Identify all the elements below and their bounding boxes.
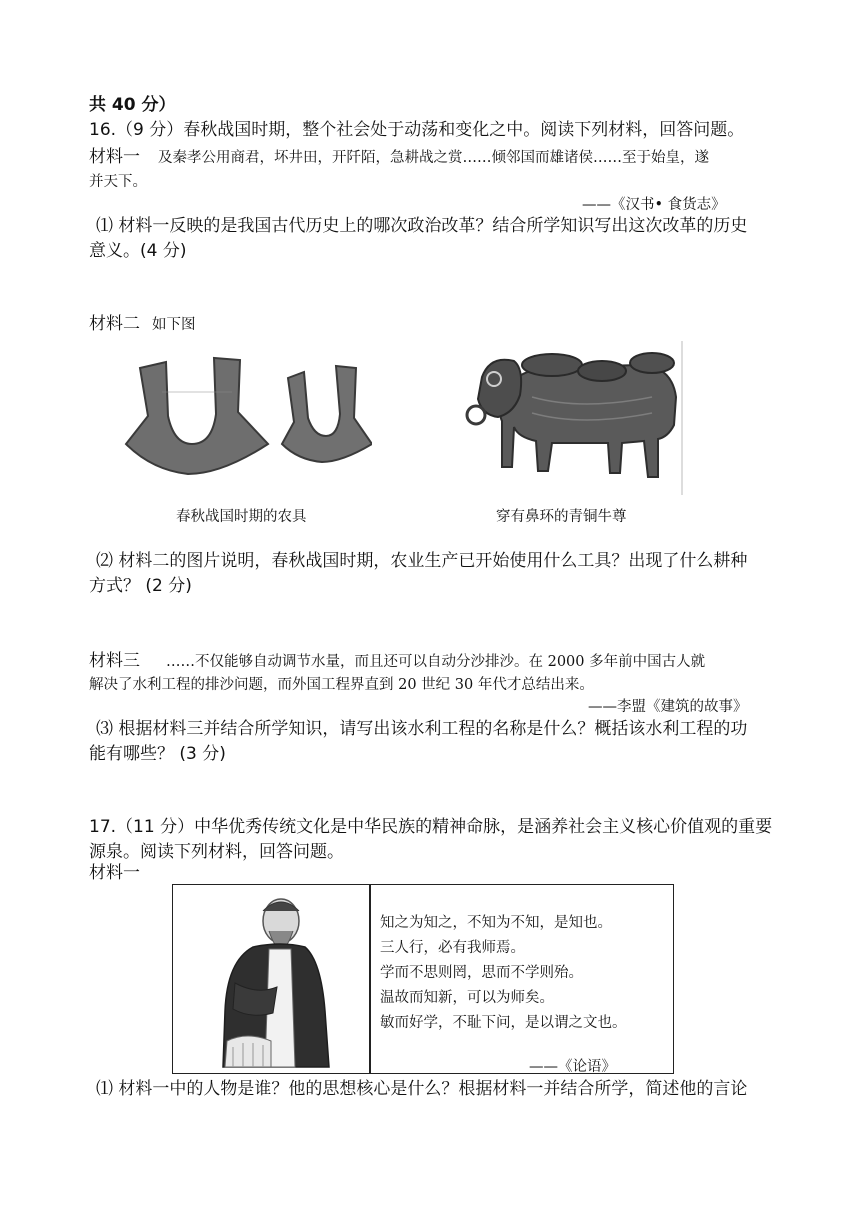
q16-question2-line2: 方式？ (2 分)	[89, 576, 192, 596]
q16-material1-source: ——《汉书• 食货志》	[582, 197, 726, 213]
q16-material3-line1	[89, 650, 705, 673]
analects-quote-4: 温故而知新，可以为师矣。	[380, 990, 554, 1006]
q17-material1-label: 材料一	[89, 863, 140, 883]
q17-stem-line1: 17.（11 分）中华优秀传统文化是中华民族的精神命脉，是涵养社会主义核心价值观的重要	[89, 817, 773, 837]
section-tail: 共 40 分）	[89, 95, 176, 115]
q16-material3-source: ——李盟《建筑的故事》	[588, 699, 748, 715]
q16-material3-label: 材料三	[89, 651, 140, 671]
farm-tools-image	[122, 352, 372, 478]
q17-stem-line2: 源泉。阅读下列材料，回答问题。	[89, 842, 344, 862]
q16-material2-label: 材料二	[89, 314, 140, 334]
q16-question3-line2: 能有哪些？ (3 分)	[89, 744, 226, 764]
analects-quote-2: 三人行，必有我师焉。	[380, 940, 525, 956]
q16-material2-line	[89, 313, 196, 336]
q16-question1-line2: 意义。(4 分)	[89, 241, 187, 261]
q16-material3-text: ……不仅能够自动调节水量，而且还可以自动分沙排沙。在 2000 多年前中国古人就	[166, 654, 706, 670]
q16-material1-label: 材料一	[89, 147, 140, 167]
q16-material1-line2: 并天下。	[89, 174, 147, 190]
analects-quote-1: 知之为知之，不知为不知，是知也。	[380, 915, 612, 931]
analects-quote-5: 敏而好学，不耻下问，是以谓之文也。	[380, 1015, 627, 1031]
q16-question2-line1: ⑵ 材料二的图片说明，春秋战国时期，农业生产已开始使用什么工具？出现了什么耕种	[96, 551, 748, 571]
q16-material2-text: 如下图	[152, 317, 196, 333]
bronze-ox-zun-image	[462, 337, 684, 499]
q16-question3-line1: ⑶ 根据材料三并结合所学知识，请写出该水利工程的名称是什么？概括该水利工程的功	[96, 719, 748, 739]
q16-material3-line2: 解决了水利工程的排沙问题，而外国工程界直到 20 世纪 30 年代才总结出来。	[89, 677, 594, 693]
q16-stem: 16.（9 分）春秋战国时期，整个社会处于动荡和变化之中。阅读下列材料，回答问题。	[89, 120, 745, 140]
q16-material1-line1	[89, 146, 709, 169]
caption-bronze-ox: 穿有鼻环的青铜牛尊	[496, 509, 627, 525]
q16-material1-text: 及秦孝公用商君，坏井田，开阡陌，急耕战之赏……倾邻国而雄诸侯……至于始皇，遂	[158, 150, 709, 166]
analects-quote-3: 学而不思则罔，思而不学则殆。	[380, 965, 583, 981]
confucius-portrait-image	[217, 891, 335, 1071]
analects-source: ——《论语》	[529, 1059, 616, 1075]
q16-question1-line1: ⑴ 材料一反映的是我国古代历史上的哪次政治改革？结合所学知识写出这次改革的历史	[96, 216, 748, 236]
quote-box-divider	[369, 885, 371, 1073]
caption-farm-tools: 春秋战国时期的农具	[176, 509, 307, 525]
q17-question1-line1: ⑴ 材料一中的人物是谁？他的思想核心是什么？根据材料一并结合所学，简述他的言论	[96, 1079, 748, 1099]
analects-quote-box	[172, 884, 674, 1074]
